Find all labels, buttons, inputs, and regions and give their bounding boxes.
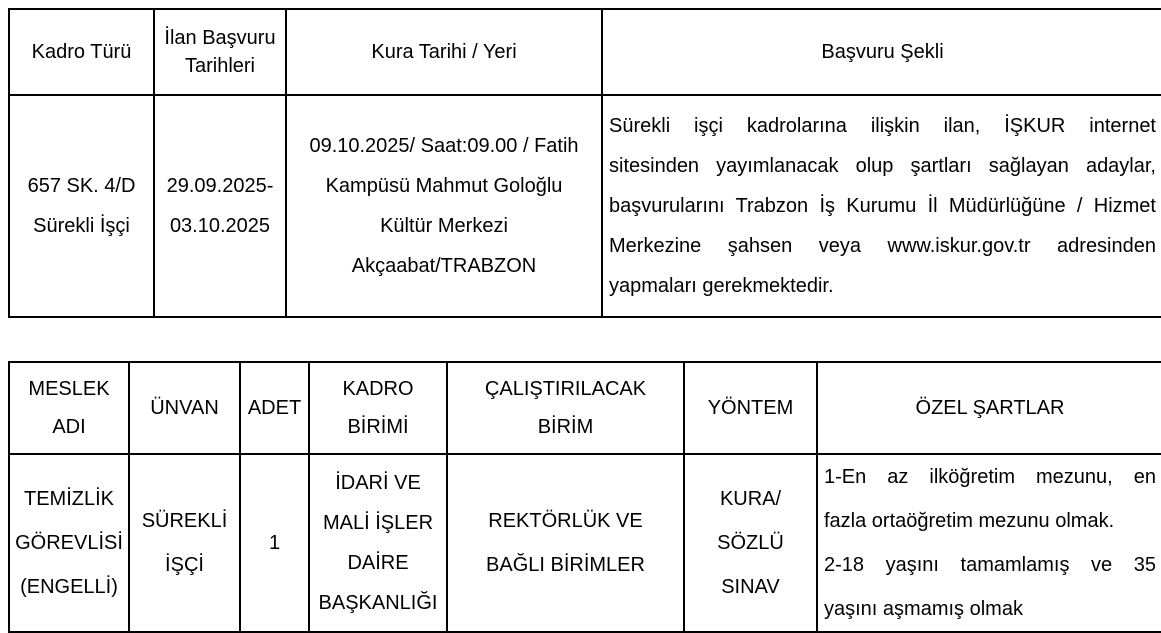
cell-kadro-turu — [9, 95, 154, 317]
header-ilan-line-2: Tarihleri — [184, 55, 256, 77]
cell-unvan — [129, 454, 240, 632]
cell-line: GÖREVLİSİ — [15, 532, 123, 554]
header-kadro-turu: Kadro Türü — [9, 9, 154, 95]
cell-yontem — [684, 454, 817, 632]
header-line: KADRO — [342, 378, 414, 400]
header-line: BİRİMİ — [347, 416, 409, 438]
cell-line: Sürekli İşçi — [33, 215, 130, 237]
header-line: ÇALIŞTIRILACAK — [484, 378, 647, 400]
cell-line: BAĞLI BİRİMLER — [486, 554, 645, 576]
cell-line: SINAV — [721, 576, 780, 598]
cell-line: İDARİ VE — [335, 472, 421, 494]
header-ilan-line-1: İlan Başvuru — [164, 27, 276, 49]
cell-line: 1-En az ilköğretim mezunu, en — [824, 466, 1156, 488]
cell-line: TEMİZLİK — [23, 488, 114, 510]
cell-line: KURA/ — [719, 488, 782, 510]
cell-line: başvurularını Trabzon İş Kurumu İl Müdürlüğüne / Hizmet — [609, 195, 1156, 217]
cell-line: Sürekli işçi kadrolarına ilişkin ilan, İŞKUR internet — [609, 115, 1156, 137]
header-adet: ADET — [240, 362, 309, 454]
cell-line: sitesinden yayımlanacak olup şartları sağlayan adaylar, — [609, 155, 1156, 177]
header-kura: Kura Tarihi / Yeri — [286, 9, 602, 95]
header-yontem: YÖNTEM — [684, 362, 817, 454]
cell-line: 657 SK. 4/D — [27, 175, 136, 197]
cell-line: SÖZLÜ — [717, 532, 784, 554]
cell-line: (ENGELLİ) — [20, 576, 118, 598]
cell-ozel-sartlar — [817, 454, 1161, 632]
header-line: ADI — [52, 416, 86, 438]
cell-line: yapmaları gerekmektedir. — [609, 275, 834, 297]
cell-line: Kampüsü Mahmut Goloğlu — [325, 175, 563, 197]
cell-line: Kültür Merkezi — [380, 215, 508, 237]
header-line: MESLEK — [28, 378, 110, 400]
cell-line: MALİ İŞLER — [322, 512, 434, 534]
cell-kadro-birimi — [309, 454, 447, 632]
cell-line: REKTÖRLÜK VE — [488, 510, 643, 532]
cell-line: 29.09.2025- — [166, 175, 274, 197]
header-calistirilacak — [447, 362, 684, 454]
header-ozel-sartlar: ÖZEL ŞARTLAR — [817, 362, 1161, 454]
cell-line: Merkezine şahsen veya www.iskur.gov.tr adresinden — [609, 235, 1156, 257]
cell-line: 03.10.2025 — [169, 215, 271, 237]
table-row — [9, 95, 1161, 317]
header-meslek — [9, 362, 129, 454]
cell-adet: 1 — [240, 454, 309, 632]
header-basvuru-sekli: Başvuru Şekli — [602, 9, 1161, 95]
cell-line: BAŞKANLIĞI — [318, 592, 438, 614]
cell-kura — [286, 95, 602, 317]
cell-line: SÜREKLİ — [141, 510, 228, 532]
cell-line: 09.10.2025/ Saat:09.00 / Fatih — [309, 135, 579, 157]
cell-basvuru-sekli — [602, 95, 1161, 317]
table-header-row — [9, 362, 1161, 454]
cell-line: İŞÇİ — [165, 554, 204, 576]
table-row — [9, 454, 1161, 632]
cell-line: DAİRE — [347, 552, 409, 574]
cell-meslek — [9, 454, 129, 632]
application-info-table — [8, 8, 1161, 318]
header-unvan: ÜNVAN — [129, 362, 240, 454]
header-ilan-basvuru — [154, 9, 286, 95]
cell-line: fazla ortaöğretim mezunu olmak. — [824, 510, 1115, 532]
cell-line: Akçaabat/TRABZON — [351, 255, 537, 277]
position-table — [8, 361, 1161, 633]
header-kadro-birimi — [309, 362, 447, 454]
cell-calistirilacak — [447, 454, 684, 632]
cell-tarihler — [154, 95, 286, 317]
header-line: BİRİM — [537, 416, 594, 438]
cell-line: 2-18 yaşını tamamlamış ve 35 — [824, 554, 1156, 576]
cell-line: yaşını aşmamış olmak — [824, 598, 1023, 620]
table-header-row — [9, 9, 1161, 95]
